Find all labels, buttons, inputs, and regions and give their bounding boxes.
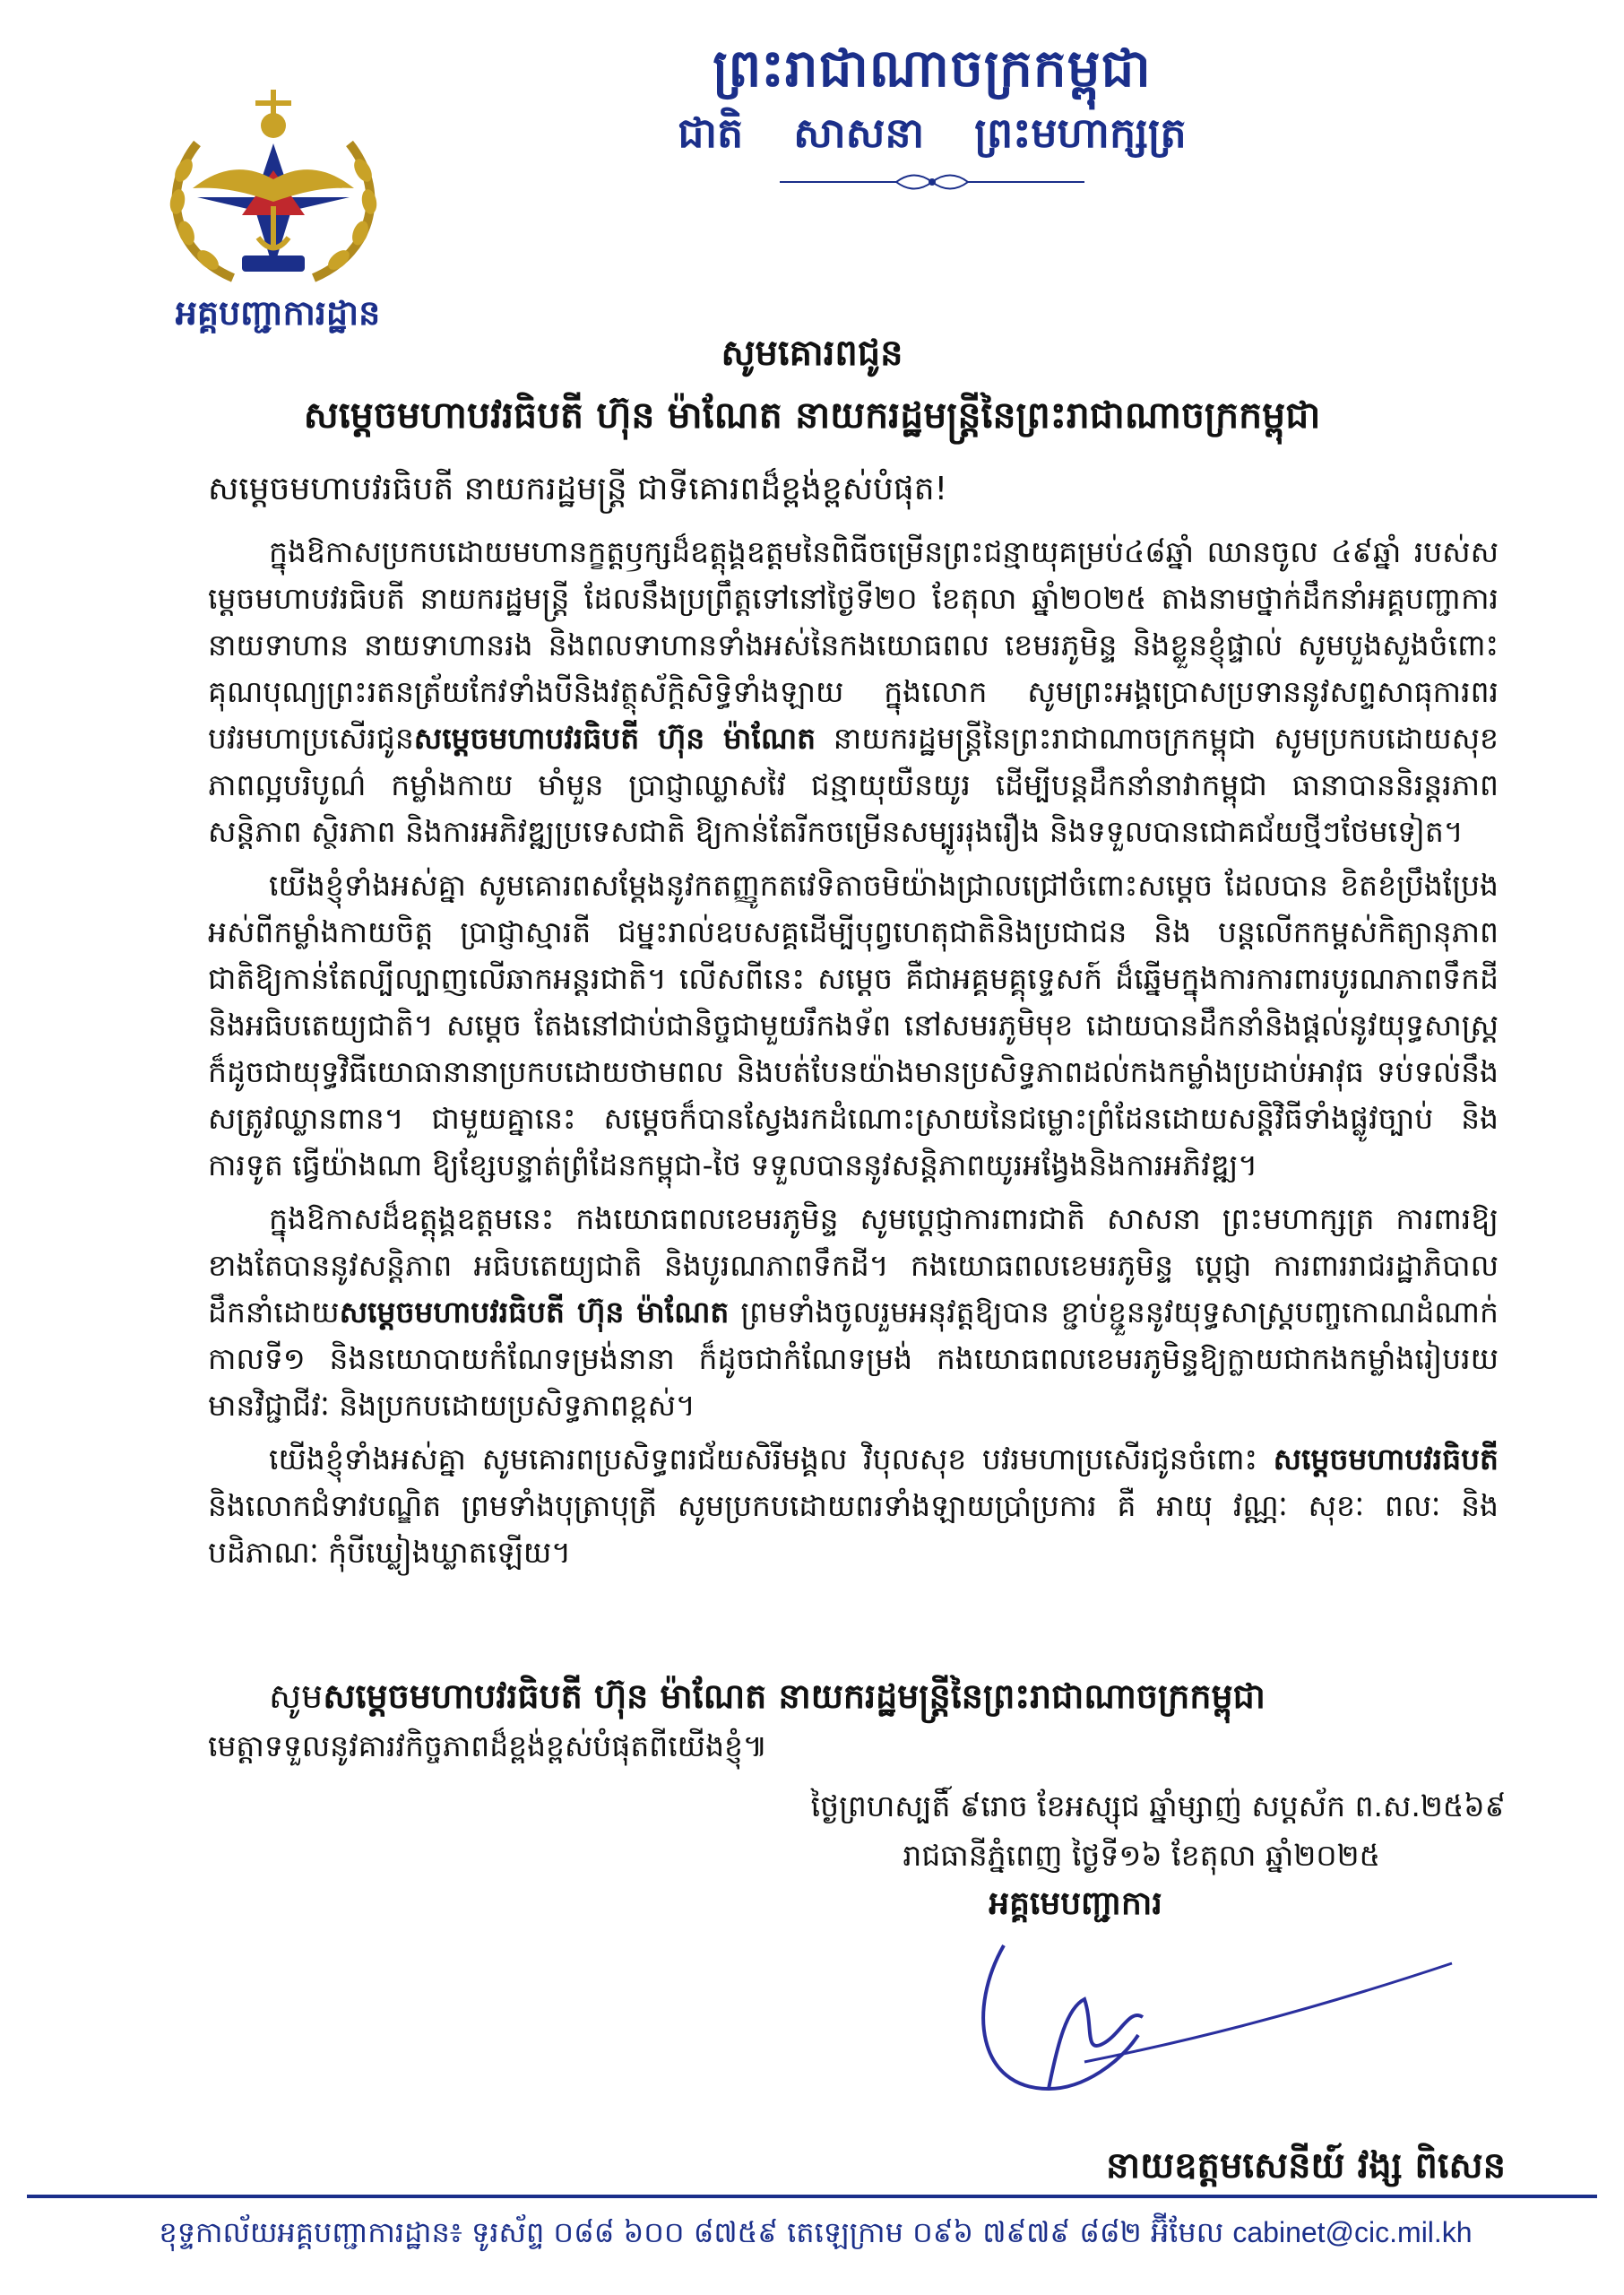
recipient-line: សម្តេចមហាបវរធិបតី ហ៊ុន ម៉ាណែត នាយករដ្ឋមន្ត្រីនៃព្រះរាជាណាចក្រកម្ពុជា	[303, 394, 1321, 437]
paragraph-2: យើងខ្ញុំទាំងអស់គ្នា សូមគោរពសម្តែងនូវកតញ្ញូកតវេទិតាចមិយ៉ាងជ្រាលជ្រៅចំពោះសម្តេច ដែលបាន ខិតខំប្រឹងប្រែងអស់ពីកម្លាំងកាយចិត្ត ប្រាជ្ញាស្មារតី ជម្នះរាល់ឧបសគ្គដើម្បីបុព្វហេតុជាតិនិងប្រជាជន និង បន្តលើកកម្ពស់កិត្យានុភាពជាតិឱ្យកាន់តែល្បីល្បាញលើឆាកអន្តរជាតិ។ លើសពីនេះ សម្តេច គឺជាអគ្គមគ្គុទ្ទេសក៍ ដ៏ឆ្នើមក្នុងការការពារបូរណភាពទឹកដី និងអធិបតេយ្យជាតិ។ សម្តេច តែងនៅជាប់ជានិច្ចជាមួយរឹកងទ័ព នៅសមរភូមិមុខ ដោយបានដឹកនាំនិងផ្តល់នូវយុទ្ធសាស្ត្រ ក៏ដូចជាយុទ្ធវិធីយោធានានាប្រកបដោយថាមពល និងបត់បែនយ៉ាងមានប្រសិទ្ធភាពដល់កងកម្លាំងប្រដាប់អាវុធ ទប់ទល់នឹងសត្រូវឈ្លានពាន។ ជាមួយគ្នានេះ សម្តេចក៏បានស្វែងរកដំណោះស្រាយនៃជម្លោះព្រំដែនដោយសន្តិវិធីទាំងផ្លូវច្បាប់ និងការទូត ធ្វើយ៉ាងណា ឱ្យខ្សែបន្ទាត់ព្រំដែនកម្ពុជា-ថៃ ទទួលបាននូវសន្តិភាពយូរអង្វែងនិងការអភិវឌ្ឍ។	[208, 868, 1499, 1182]
signer-title: អគ្គមេបញ្ជាការ	[989, 1885, 1162, 1922]
lunar-date: ថ្ងៃព្រហស្បតិ៍ ៩រោច ខែអស្សុជ ឆ្នាំម្សាញ់ សប្តស័ក ព.ស.២៥៦៩	[810, 1788, 1506, 1823]
greeting-line: សម្តេចមហាបវរធិបតី នាយករដ្ឋមន្ត្រី ជាទីគោរពដ៏ខ្ពង់ខ្ពស់បំផុត!	[208, 471, 947, 507]
national-motto: ជាតិ សាសនា ព្រះមហាក្សត្រ	[678, 108, 1187, 157]
closing-line-1: សូមសម្តេចមហាបវរធិបតី ហ៊ុន ម៉ាណែត នាយករដ្ឋមន្ត្រីនៃព្រះរាជាណាចក្រកម្ពុជា	[269, 1676, 1266, 1716]
footer-contact	[36, 2214, 1595, 2256]
military-emblem-icon	[143, 81, 403, 296]
paragraph-1: ក្នុងឱកាសប្រកបដោយមហានក្ខត្តឫក្សដ៏ឧត្តុង្គឧត្តមនៃពិធីចម្រើនព្រះជន្មាយុគម្រប់៤៨ឆ្នាំ ឈានចូល ៤៩ឆ្នាំ របស់សម្តេចមហាបវរធិបតី នាយករដ្ឋមន្ត្រី ដែលនឹងប្រព្រឹត្តទៅនៅថ្ងៃទី២០ ខែតុលា ឆ្នាំ២០២៥ តាងនាមថ្នាក់ដឹកនាំអគ្គបញ្ជាការ នាយទាហាន នាយទាហានរង និងពលទាហានទាំងអស់នៃកងយោធពល ខេមរភូមិន្ទ និងខ្លួនខ្ញុំផ្ទាល់ សូមបួងសួងចំពោះគុណបុណ្យព្រះរតនត្រ័យកែវទាំងបីនិងវត្ថុស័ក្តិសិទ្ធិទាំងឡាយ ក្នុងលោក សូមព្រះអង្គប្រោសប្រទាននូវសព្ទសាធុការពរ បវរមហាប្រសើរជូនសម្តេចមហាបវរធិបតី ហ៊ុន ម៉ាណែត នាយករដ្ឋមន្ត្រីនៃព្រះរាជាណាចក្រកម្ពុជា សូមប្រកបដោយសុខភាពល្អបរិបូណ៌ កម្លាំងកាយ មាំមួន ប្រាជ្ញាឈ្លាសវៃ ជន្មាយុយឺនយូរ ដើម្បីបន្តដឹកនាំនាវាកម្ពុជា ធានាបាននិរន្តរភាព សន្តិភាព ស្ថិរភាព និងការអភិវឌ្ឍប្រទេសជាតិ ឱ្យកាន់តែរីកចម្រើនសម្បូររុងរឿង និងទទួលបានជោគជ័យថ្មីៗថែមទៀត។	[208, 534, 1499, 849]
kingdom-title: ព្រះរាជាណាចក្រកម្ពុជា	[713, 38, 1152, 99]
salutation: សូមគោរពជូន	[721, 333, 903, 374]
signer-name: នាយឧត្តមសេនីយ៍ វង្ស ពិសេន	[1105, 2145, 1506, 2187]
paragraph-4: យើងខ្ញុំទាំងអស់គ្នា សូមគោរពប្រសិទ្ធពរជ័យសិរីមង្គល វិបុលសុខ បវរមហាប្រសើរជូនចំពោះ សម្តេចមហាបវរធិបតី និងលោកជំទាវបណ្ឌិត ព្រមទាំងបុត្រាបុត្រី សូមប្រកបដោយពរទាំងឡាយប្រាំប្រការ គឺ អាយុ វណ្ណៈ សុខៈ ពលៈ និងបដិភាណៈ កុំបីឃ្លៀងឃ្លាតឡើយ។	[208, 1442, 1499, 1570]
department-name: អគ្គបញ្ជាការដ្ឋាន	[175, 293, 381, 333]
closing-line-2: មេត្តាទទួលនូវគារវកិច្ចភាពដ៏ខ្ពង់ខ្ពស់បំផុតពីយើងខ្ញុំ៕	[208, 1728, 768, 1763]
solar-date: រាជធានីភ្នំពេញ ថ្ងៃទី១៦ ខែតុលា ឆ្នាំ២០២៥	[903, 1838, 1380, 1873]
footer-contact-text: ខុទ្ទកាល័យអគ្គបញ្ជាការដ្ឋាន៖ ទូរស័ព្ទ ០៨៨ ៦០០ ៨៧៥៩ តេឡេក្រាម ០៩៦ ៧៩៧៩ ៨៨២ អ៊ីមែល	[159, 2215, 1224, 2249]
paragraph-3: ក្នុងឱកាសដ៏ឧត្តុង្គឧត្តមនេះ កងយោធពលខេមរភូមិន្ទ សូមប្តេជ្ញាការពារជាតិ សាសនា ព្រះមហាក្សត្រ ការពារឱ្យខាងតែបាននូវសន្តិភាព អធិបតេយ្យជាតិ និងបូរណភាពទឹកដី។ កងយោធពលខេមរភូមិន្ទ ប្តេជ្ញា ការពាររាជរដ្ឋាភិបាលដឹកនាំដោយសម្តេចមហាបវរធិបតី ហ៊ុន ម៉ាណែត ព្រមទាំងចូលរួមអនុវត្តឱ្យបាន ខ្ជាប់ខ្ជួននូវយុទ្ធសាស្ត្របញ្ចកោណដំណាក់កាលទី១ និងនយោបាយកំណែទម្រង់នានា ក៏ដូចជាកំណែទម្រង់ កងយោធពលខេមរភូមិន្ទឱ្យក្លាយជាកងកម្លាំងរៀបរយ មានវិជ្ជាជីវៈ និងប្រកបដោយប្រសិទ្ធភាពខ្ពស់។	[208, 1201, 1499, 1423]
footer-divider	[27, 2195, 1597, 2198]
ornament-divider-icon	[771, 169, 1093, 195]
handwritten-signature-icon	[950, 1910, 1470, 2143]
letter-body	[208, 529, 1499, 1583]
footer-email-link[interactable]: cabinet@cic.mil.kh	[1232, 2216, 1473, 2248]
